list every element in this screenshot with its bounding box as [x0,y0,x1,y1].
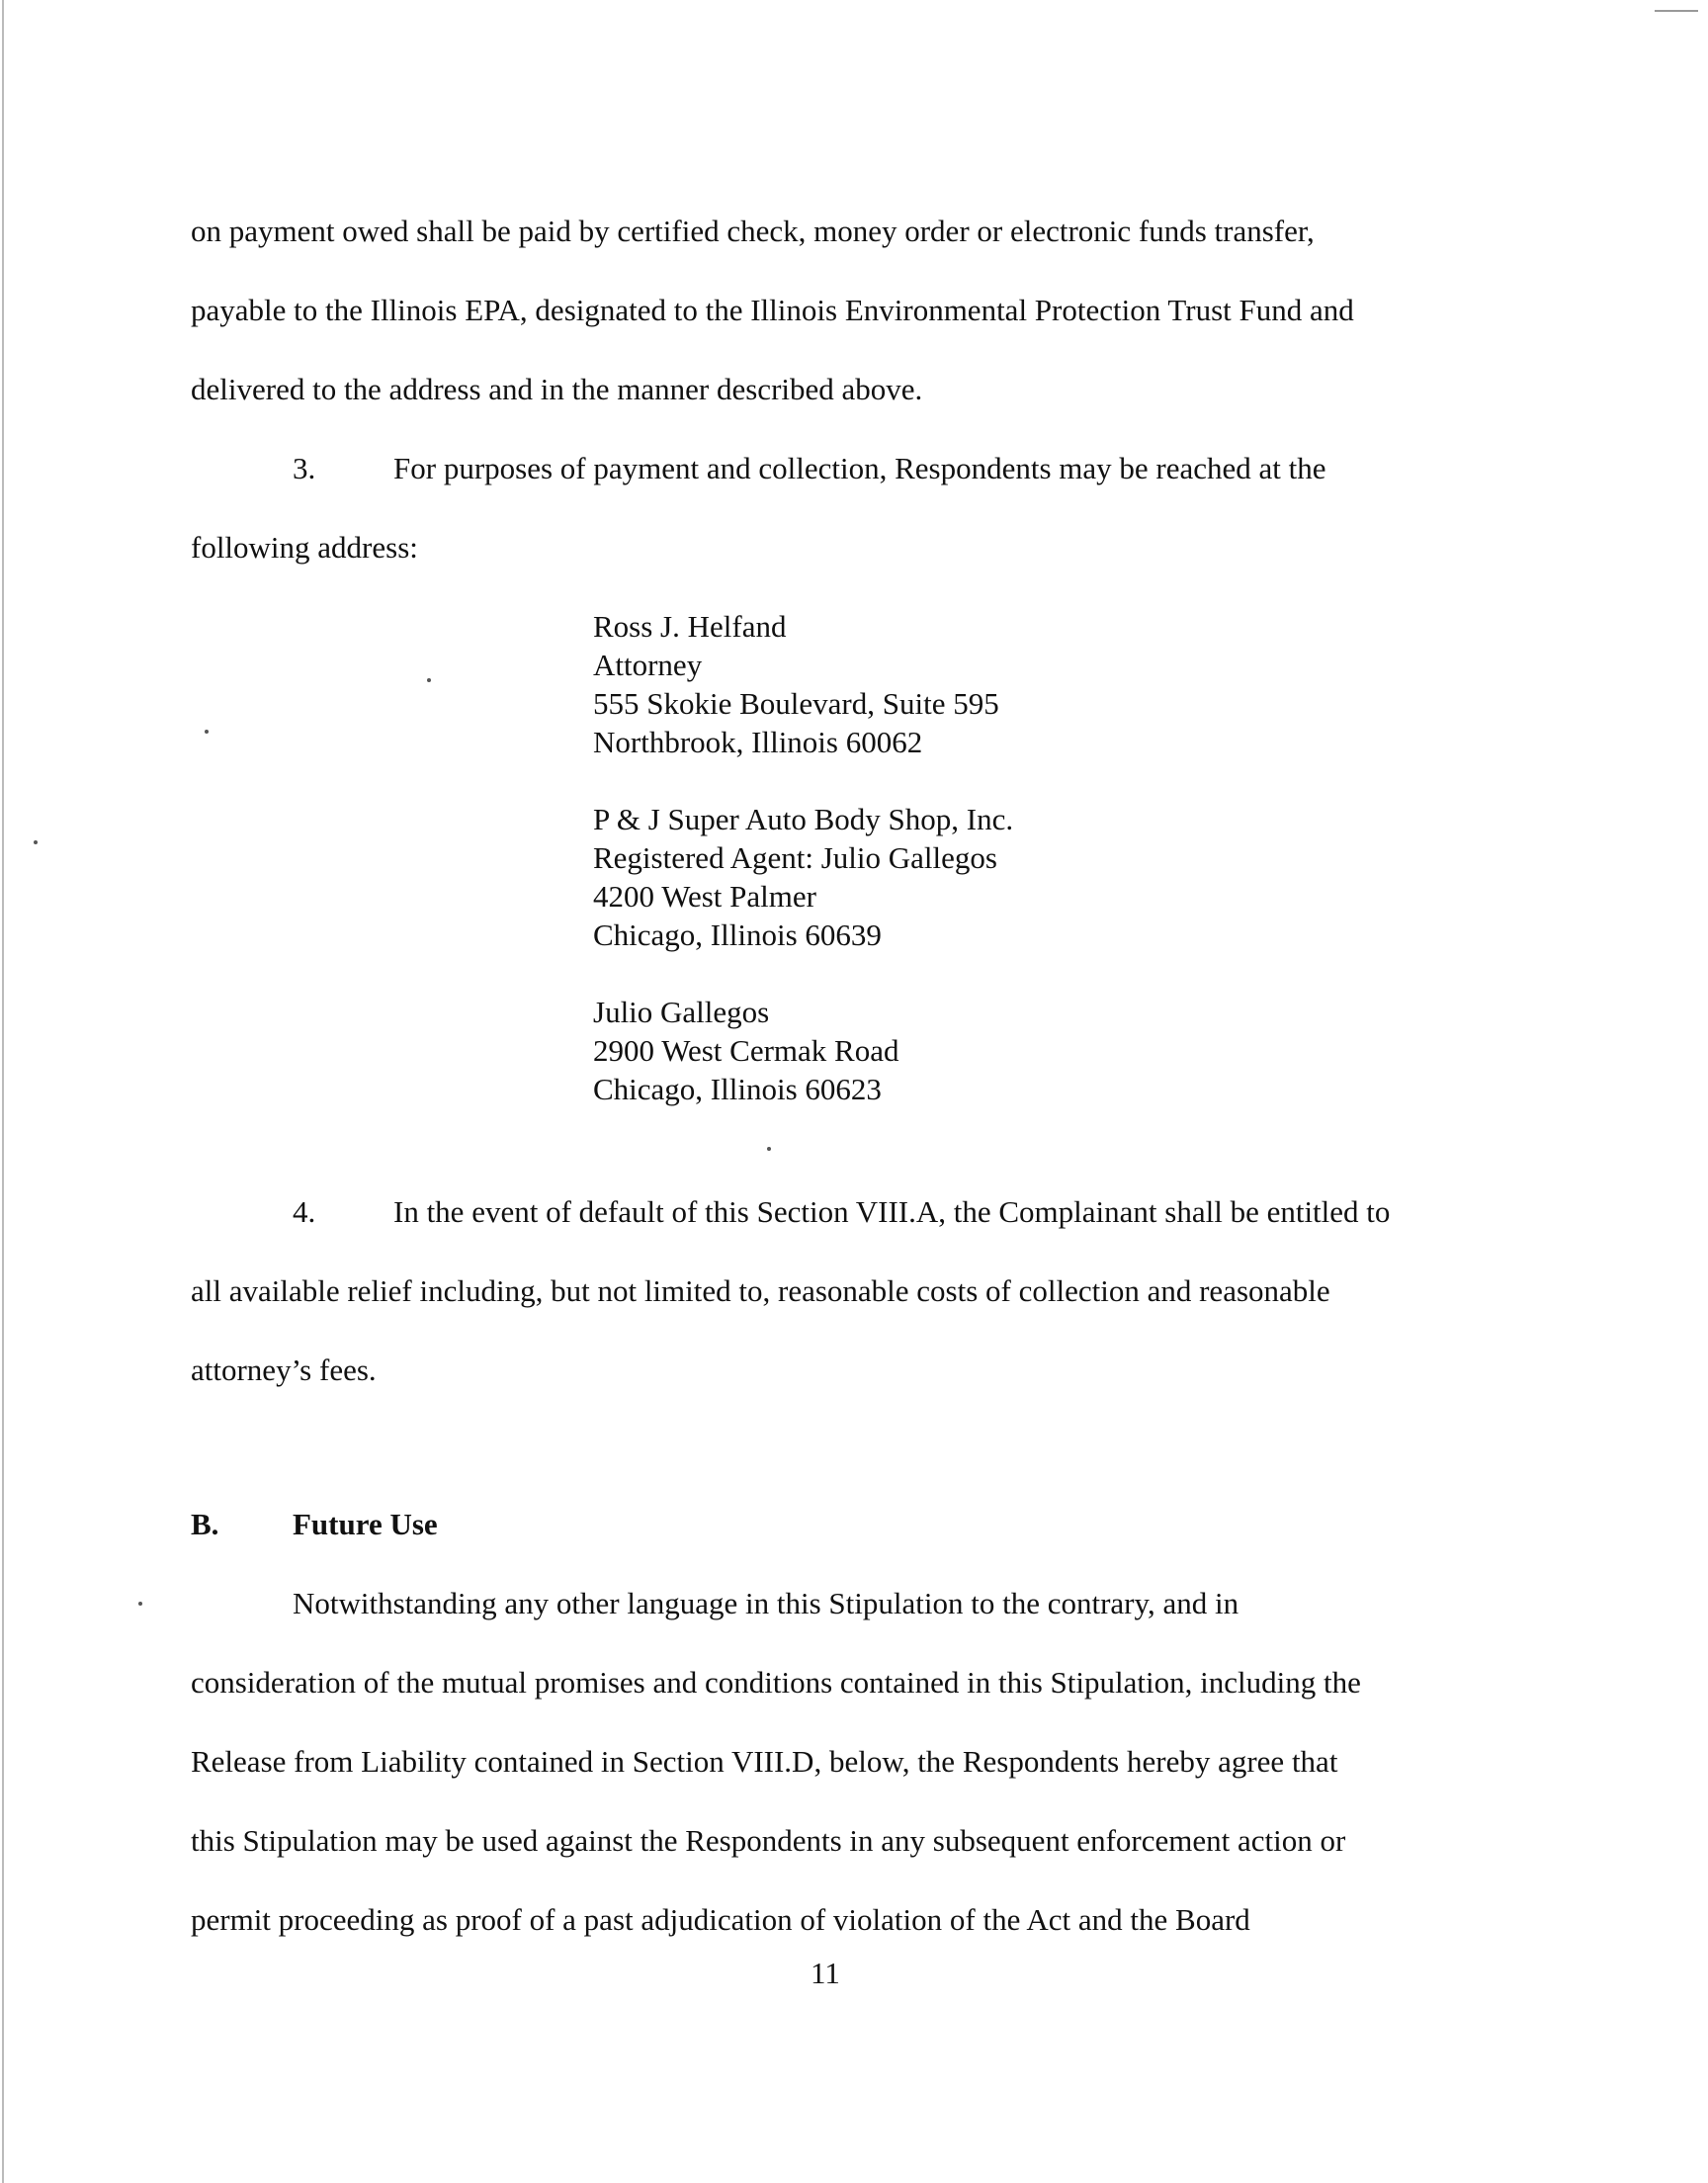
address-2-line-3: 4200 West Palmer [593,879,816,914]
address-3-line-2: 2900 West Cermak Road [593,1033,899,1068]
item-3-line-1: For purposes of payment and collection, Respondents may be reached at the [393,451,1326,485]
item-3-line-2: following address: [191,530,418,565]
address-1-line-4: Northbrook, Illinois 60062 [593,725,923,759]
page-number: 11 [811,1956,840,1990]
item-4-line-2: all available relief including, but not limited to, reasonable costs of collection and reasonable [191,1273,1330,1308]
section-b-title: Future Use [293,1507,438,1541]
scan-speck [138,1602,142,1606]
item-4-line-1: In the event of default of this Section VIII.A, the Complainant shall be entitled to [393,1194,1391,1229]
para-top-line-1: on payment owed shall be paid by certified check, money order or electronic funds transfer, [191,214,1315,248]
address-3-line-1: Julio Gallegos [593,995,770,1029]
address-3-line-3: Chicago, Illinois 60623 [593,1072,882,1106]
para-top-line-2: payable to the Illinois EPA, designated to the Illinois Environmental Protection Trust Fund and [191,293,1354,327]
scan-corner-mark [1655,10,1698,12]
item-3-number: 3. [293,451,316,485]
address-1-line-2: Attorney [593,648,703,682]
section-b-line-3: Release from Liability contained in Section VIII.D, below, the Respondents hereby agree that [191,1744,1338,1779]
para-top-line-3: delivered to the address and in the manner described above. [191,372,923,406]
scan-left-edge [2,0,4,2183]
scan-speck [34,840,38,844]
section-b-line-5: permit proceeding as proof of a past adjudication of violation of the Act and the Board [191,1902,1250,1937]
section-b-line-2: consideration of the mutual promises and conditions contained in this Stipulation, including the [191,1665,1361,1700]
section-b-line-4: this Stipulation may be used against the Respondents in any subsequent enforcement action or [191,1823,1346,1858]
address-1-line-1: Ross J. Helfand [593,609,787,644]
address-2-line-4: Chicago, Illinois 60639 [593,917,882,952]
item-4-line-3: attorney’s fees. [191,1353,377,1387]
item-4-number: 4. [293,1194,316,1229]
section-b-line-1: Notwithstanding any other language in this Stipulation to the contrary, and in [293,1586,1239,1620]
scan-speck [767,1147,771,1151]
address-2-line-1: P & J Super Auto Body Shop, Inc. [593,802,1014,836]
scan-speck [205,730,209,734]
scan-speck [427,678,431,682]
address-1-line-3: 555 Skokie Boulevard, Suite 595 [593,686,999,721]
address-2-line-2: Registered Agent: Julio Gallegos [593,840,997,875]
section-b-letter: B. [191,1507,219,1541]
